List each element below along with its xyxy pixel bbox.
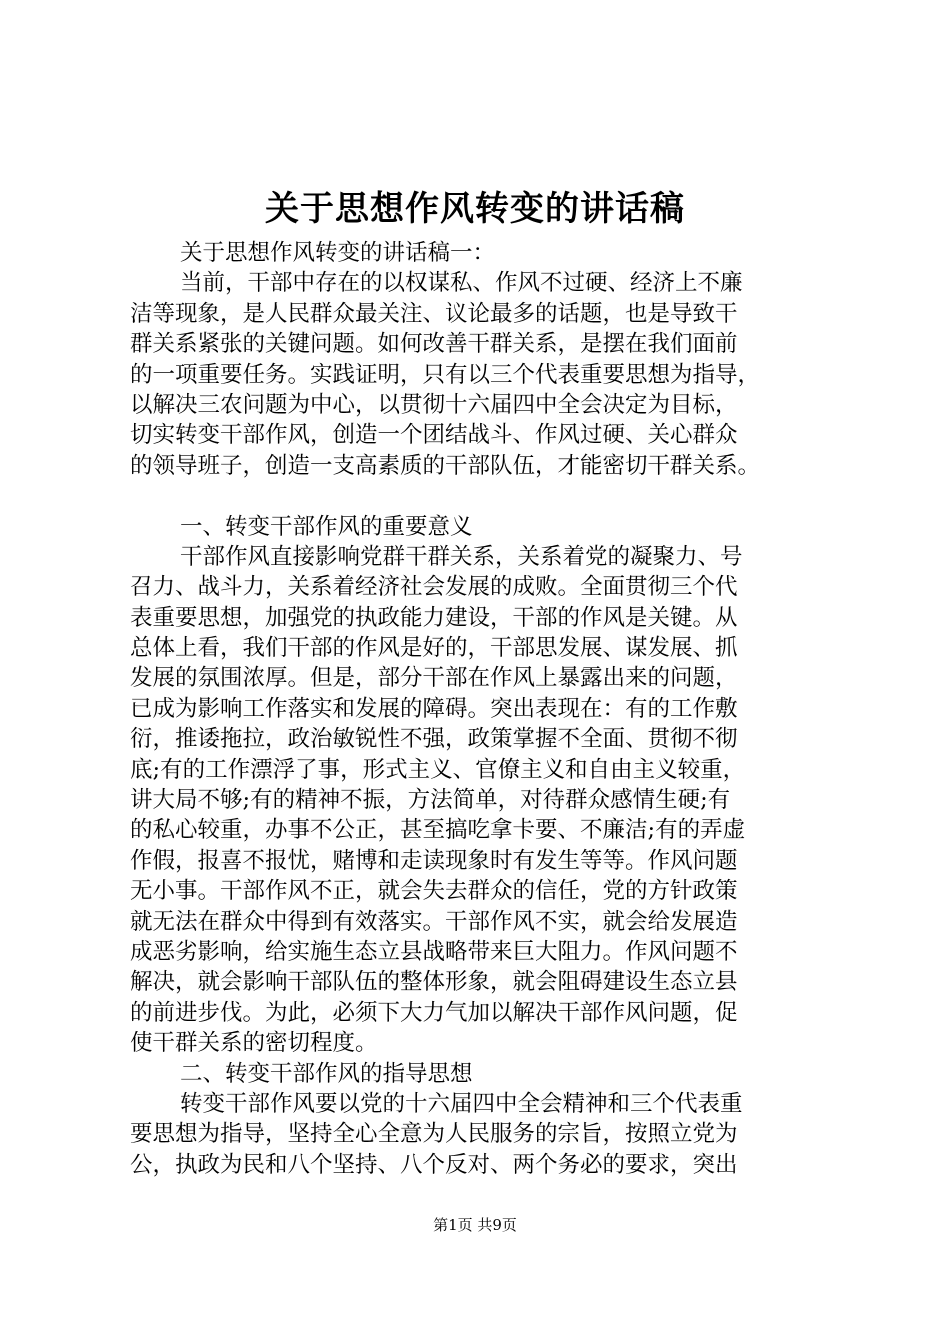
- text-line: 已成为影响工作落实和发展的障碍。突出表现在：有的工作敷: [130, 695, 738, 722]
- text-line: 关于思想作风转变的讲话稿一：: [180, 240, 496, 266]
- text-line: 成恶劣影响，给实施生态立县战略带来巨大阻力。作风问题不: [130, 938, 738, 965]
- text-line: 衍，推诿拖拉，政治敏锐性不强，政策掌握不全面、贯彻不彻: [130, 726, 738, 753]
- page-indicator: 第1页 共9页: [433, 1216, 517, 1234]
- text-line: 表重要思想，加强党的执政能力建设，干部的作风是关键。从: [130, 604, 738, 631]
- text-line: 的私心较重，办事不公正，甚至搞吃拿卡要、不廉洁;有的弄虚: [130, 817, 746, 844]
- text-line: 以解决三农问题为中心，以贯彻十六届四中全会决定为目标，: [130, 391, 738, 418]
- text-line: 的一项重要任务。实践证明，只有以三个代表重要思想为指导，: [130, 361, 761, 388]
- blank-line: [130, 481, 836, 511]
- text-line: 公，执政为民和八个坚持、八个反对、两个务必的要求，突出: [130, 1151, 738, 1178]
- text-line: 洁等现象，是人民群众最关注、议论最多的话题，也是导致干: [130, 300, 738, 327]
- text-line: 的领导班子，创造一支高素质的干部队伍，才能密切干群关系。: [130, 452, 761, 479]
- text-line: 作假，报喜不报忧，赌博和走读现象时有发生等等。作风问题: [130, 847, 738, 874]
- text-line: 转变干部作风要以党的十六届四中全会精神和三个代表重: [180, 1090, 743, 1117]
- document-title: 关于思想作风转变的讲话稿: [265, 189, 685, 229]
- text-line: 干部作风直接影响党群干群关系，关系着党的凝聚力、号: [180, 543, 743, 570]
- text-line: 的前进步伐。为此，必须下大力气加以解决干部作风问题，促: [130, 999, 738, 1026]
- text-line: 解决，就会影响干部队伍的整体形象，就会阻碍建设生态立县: [130, 969, 738, 996]
- text-line: 讲大局不够;有的精神不振，方法简单，对待群众感情生硬;有: [130, 787, 731, 814]
- text-line: 要思想为指导，坚持全心全意为人民服务的宗旨，按照立党为: [130, 1121, 738, 1148]
- text-line: 二、转变干部作风的指导思想: [180, 1060, 473, 1087]
- text-line: 使干群关系的密切程度。: [130, 1030, 378, 1057]
- text-line: 底;有的工作漂浮了事，形式主义、官僚主义和自由主义较重，: [130, 756, 746, 783]
- text-line: 总体上看，我们干部的作风是好的，干部思发展、谋发展、抓: [130, 635, 738, 662]
- text-line: 一、转变干部作风的重要意义: [180, 513, 473, 540]
- text-line: 当前，干部中存在的以权谋私、作风不过硬、经济上不廉: [180, 270, 743, 297]
- text-line: 群关系紧张的关键问题。如何改善干群关系，是摆在我们面前: [130, 331, 738, 358]
- text-line: 发展的氛围浓厚。但是，部分干部在作风上暴露出来的问题，: [130, 665, 738, 692]
- document-body: [130, 238, 836, 1180]
- text-line: 切实转变干部作风，创造一个团结战斗、作风过硬、关心群众: [130, 422, 738, 449]
- text-line: 就无法在群众中得到有效落实。干部作风不实，就会给发展造: [130, 908, 738, 935]
- text-line: 召力、战斗力，关系着经济社会发展的成败。全面贯彻三个代: [130, 574, 738, 601]
- text-line: 无小事。干部作风不正，就会失去群众的信任，党的方针政策: [130, 878, 738, 905]
